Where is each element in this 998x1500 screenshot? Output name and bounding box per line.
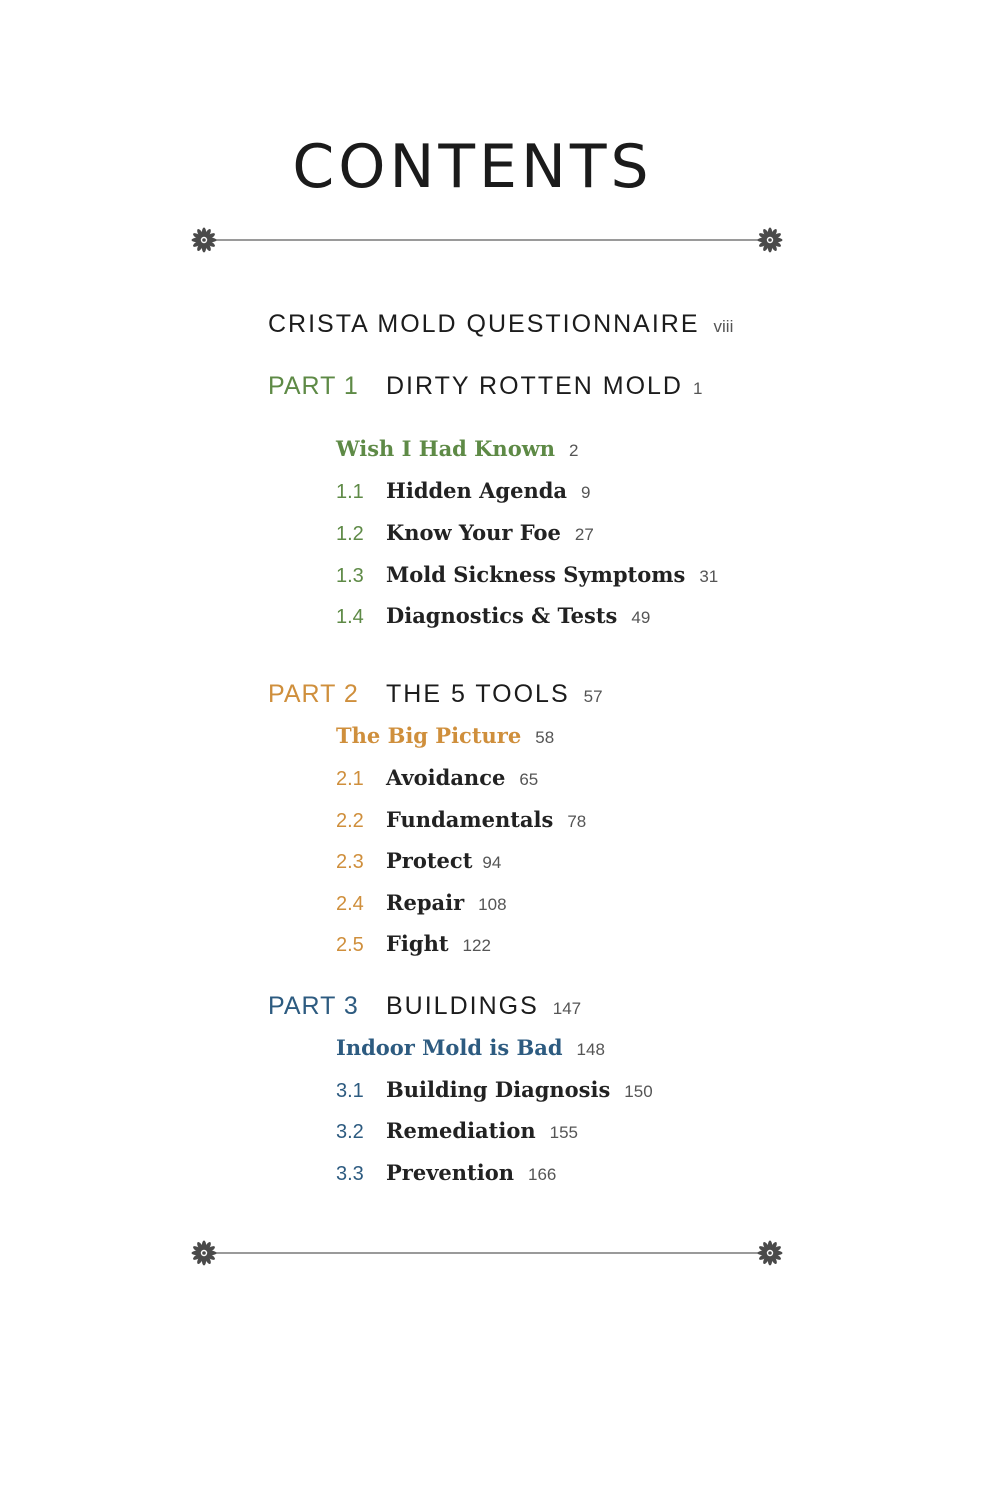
chapter-title: Building Diagnosis xyxy=(386,1077,611,1102)
part-heading-3[interactable] xyxy=(268,992,581,1021)
flower-ornament-icon xyxy=(756,1239,784,1267)
part-intro-2[interactable] xyxy=(336,723,554,748)
flower-ornament-icon xyxy=(756,226,784,254)
chapter-entry[interactable] xyxy=(336,1118,578,1144)
chapter-title: Prevention xyxy=(386,1160,514,1185)
divider-line xyxy=(216,239,758,241)
chapter-entry[interactable] xyxy=(336,1160,556,1186)
chapter-title: Remediation xyxy=(386,1118,536,1143)
chapter-number: 2.2 xyxy=(336,810,364,832)
chapter-entry[interactable] xyxy=(336,890,507,916)
chapter-title: Protect xyxy=(386,848,473,873)
chapter-number: 1.1 xyxy=(336,481,364,503)
part-label: PART 1 xyxy=(268,372,359,400)
part-heading-1[interactable] xyxy=(268,372,702,401)
chapter-number: 3.2 xyxy=(336,1121,364,1143)
part-title: DIRTY ROTTEN MOLD xyxy=(386,372,683,400)
chapter-number: 1.3 xyxy=(336,565,364,587)
page-number: 49 xyxy=(631,608,651,627)
chapter-number: 3.1 xyxy=(336,1080,364,1102)
page-number: 65 xyxy=(519,770,539,789)
chapter-title: Fight xyxy=(386,931,449,956)
page-number: 57 xyxy=(583,687,603,706)
page-number: 1 xyxy=(693,379,703,398)
intro-title: The Big Picture xyxy=(336,723,522,748)
chapter-number: 1.2 xyxy=(336,523,364,545)
part-label: PART 3 xyxy=(268,992,359,1020)
part-title: THE 5 TOOLS xyxy=(386,680,570,708)
chapter-entry[interactable] xyxy=(336,1077,653,1103)
chapter-entry[interactable] xyxy=(336,848,501,874)
flower-ornament-icon xyxy=(190,226,218,254)
chapter-number: 2.4 xyxy=(336,893,364,915)
chapter-title: Fundamentals xyxy=(386,807,554,832)
part-intro-1[interactable] xyxy=(336,436,579,461)
chapter-number: 3.3 xyxy=(336,1163,364,1185)
chapter-title: Avoidance xyxy=(386,765,506,790)
flower-ornament-icon xyxy=(190,1239,218,1267)
chapter-entry[interactable] xyxy=(336,562,718,588)
divider-line xyxy=(216,1252,758,1254)
page-number: 166 xyxy=(528,1165,557,1184)
part-intro-3[interactable] xyxy=(336,1035,605,1060)
chapter-entry[interactable] xyxy=(336,807,586,833)
chapter-title: Hidden Agenda xyxy=(386,478,568,503)
questionnaire-title: CRISTA MOLD QUESTIONNAIRE xyxy=(268,310,700,338)
page-number: 78 xyxy=(567,812,587,831)
page-title: CONTENTS xyxy=(292,132,653,202)
page-number: 108 xyxy=(478,895,507,914)
page-number: 122 xyxy=(462,936,491,955)
top-divider xyxy=(190,226,784,254)
chapter-entry[interactable] xyxy=(336,520,594,546)
page-number: 147 xyxy=(552,999,582,1018)
page-number: 94 xyxy=(482,853,502,872)
chapter-entry[interactable] xyxy=(336,603,650,629)
part-label: PART 2 xyxy=(268,680,359,708)
page-number: 148 xyxy=(576,1040,605,1059)
intro-title: Wish I Had Known xyxy=(336,436,556,461)
bottom-divider xyxy=(190,1239,784,1267)
chapter-number: 2.1 xyxy=(336,768,364,790)
page-number: 150 xyxy=(624,1082,653,1101)
chapter-title: Know Your Foe xyxy=(386,520,561,545)
page-number: 27 xyxy=(574,525,594,544)
chapter-title: Repair xyxy=(386,890,465,915)
page-number: 31 xyxy=(699,567,719,586)
chapter-entry[interactable] xyxy=(336,931,491,957)
chapter-entry[interactable] xyxy=(336,478,591,504)
toc-entry-questionnaire[interactable] xyxy=(268,310,733,339)
part-title: BUILDINGS xyxy=(386,992,539,1020)
chapter-number: 2.5 xyxy=(336,934,364,956)
page-number: 58 xyxy=(535,728,555,747)
page-number: viii xyxy=(713,317,734,336)
chapter-title: Mold Sickness Symptoms xyxy=(386,562,686,587)
chapter-entry[interactable] xyxy=(336,765,538,791)
page-number: 2 xyxy=(569,441,579,460)
part-heading-2[interactable] xyxy=(268,680,603,709)
page-number: 155 xyxy=(549,1123,578,1142)
page-number: 9 xyxy=(581,483,591,502)
chapter-number: 2.3 xyxy=(336,851,364,873)
chapter-number: 1.4 xyxy=(336,606,364,628)
intro-title: Indoor Mold is Bad xyxy=(336,1035,563,1060)
chapter-title: Diagnostics & Tests xyxy=(386,603,618,628)
